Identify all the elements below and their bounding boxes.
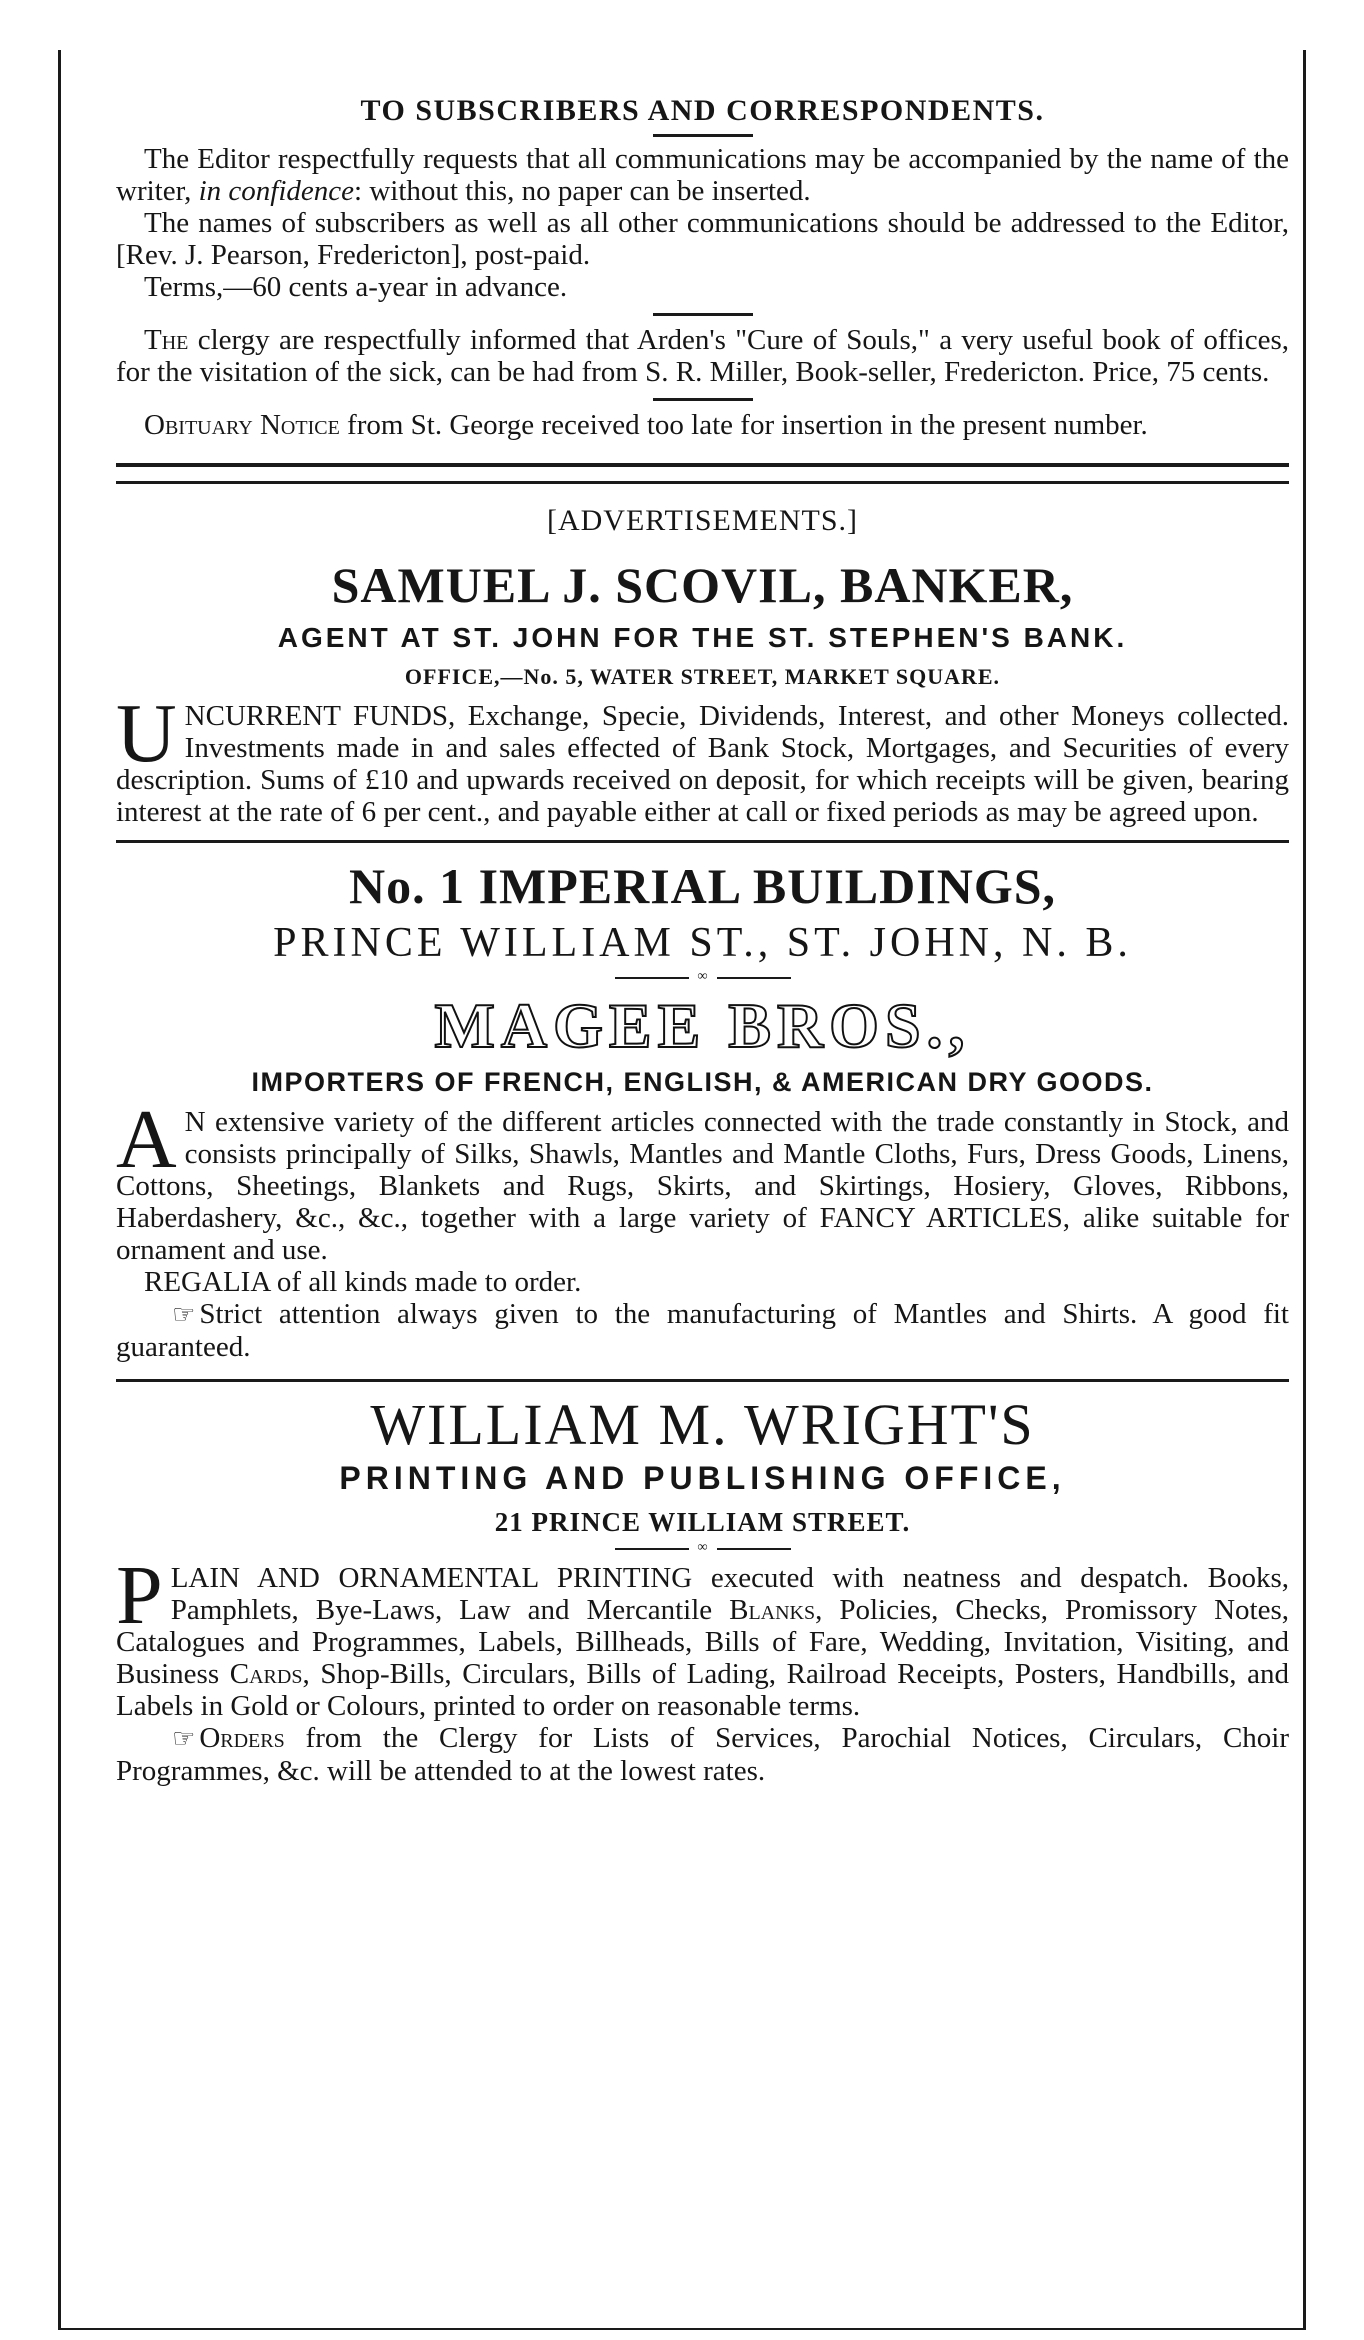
scovil-agent-line: AGENT AT ST. JOHN FOR THE ST. STEPHEN'S BANK. <box>277 622 1128 653</box>
subscriber-names-paragraph: The names of subscribers as well as all other communications should be addressed to the Editor, [Rev. J. Pearson, Fredericton], post-paid. <box>116 207 1289 271</box>
scovil-body <box>116 687 1289 828</box>
clergy-notice-paragraph <box>116 324 1289 388</box>
obituary-notice-lead: Obituary Notice <box>144 409 340 441</box>
wright-name: WILLIAM M. WRIGHT'S <box>370 1392 1035 1457</box>
scovil-body-text: NCURRENT FUNDS, Exchange, Specie, Dividends, Interest, and other Moneys collected. Investments made in and sales effected of Bank Stock, Mortgages, and Securities of every description. Sums of £10 and upwards received on deposit, for which receipts will be given, bearing interest at the rate of 6 per cent., and payable either at call or fixed periods as may be agreed upon. <box>116 700 1289 828</box>
magee-regalia: REGALIA of all kinds made to order. <box>144 1266 582 1298</box>
wright-body-c: , Shop-Bills, Circulars, Bills of Lading, Railroad Receipts, Posters, Handbills, and Labels in Gold or Colours, printed to order on reasonable terms. <box>116 1658 1289 1722</box>
newspaper-page <box>58 50 1306 2330</box>
short-rule <box>653 313 753 316</box>
terms-paragraph: Terms,—60 cents a-year in advance. <box>144 271 568 303</box>
wright-body <box>116 1549 1289 1787</box>
editor-request-text-a: The Editor respectfully requests that all communications may be accompanied by the name of the writer, <box>116 143 1289 207</box>
clergy-notice-lead: The <box>144 324 189 356</box>
editor-request-text-b: : without this, no paper can be inserted. <box>354 175 811 207</box>
scovil-name: SAMUEL J. SCOVIL, BANKER, <box>331 557 1074 613</box>
wright-address: 21 PRINCE WILLIAM STREET. <box>494 1507 911 1537</box>
wright-orders-text: from the Clergy for Lists of Services, Parochial Notices, Circulars, Choir Programmes, &c. will be attended to at the lowest rates. <box>116 1722 1289 1787</box>
in-confidence-text: in confidence <box>198 175 355 207</box>
wright-cards: Cards <box>229 1658 303 1690</box>
magee-body-text: N extensive variety of the different articles connected with the trade constantly in Stock, and consists principally of Silks, Shawls, Mantles and Mantle Cloths, Furs, Dress Goods, Linens, Cottons, Sheetings, Blankets and Rugs, Skirts, and Skirtings, Hosiery, Gloves, Ribbons, Haberdashery, &c., &c., together with a large variety of FANCY ARTICLES, alike suitable for ornament and use. <box>116 1106 1289 1266</box>
wright-body-a: LAIN AND ORNAMENTAL PRINTING executed with neatness and despatch. Books, Pamphlets, Bye-Laws, Law and Mercantile <box>170 1562 1289 1626</box>
wright-body-text <box>116 1549 1289 1722</box>
wright-office-line: PRINTING AND PUBLISHING OFFICE, <box>339 1460 1066 1496</box>
magee-dropcap: A <box>116 1093 177 1186</box>
section-divider <box>116 463 1289 484</box>
subscribers-heading: TO SUBSCRIBERS AND CORRESPONDENTS. <box>360 94 1045 127</box>
advertisements-label: [ADVERTISEMENTS.] <box>546 504 858 537</box>
ornament-icon: ∞ <box>689 971 717 983</box>
obituary-notice-paragraph <box>116 409 1289 441</box>
pointing-hand-icon: ☞ <box>172 1300 196 1330</box>
wright-blanks: Blanks <box>729 1594 816 1626</box>
ornament-rule <box>615 969 791 987</box>
ad-divider <box>116 1379 1289 1382</box>
magee-body <box>116 1093 1289 1363</box>
scovil-dropcap: U <box>116 687 177 780</box>
magee-address-2: PRINCE WILLIAM ST., ST. JOHN, N. B. <box>273 920 1132 966</box>
editor-request-paragraph <box>116 143 1289 207</box>
page-content <box>116 50 1289 1787</box>
wright-orders-lead: Orders <box>199 1722 285 1754</box>
magee-strict-text: Strict attention always given to the manufacturing of Mantles and Shirts. A good fit guaranteed. <box>116 1298 1289 1363</box>
ornament-rule <box>615 1540 791 1558</box>
wright-dropcap: P <box>116 1549 163 1642</box>
magee-strict-attention <box>116 1298 1289 1363</box>
magee-address-1: No. 1 IMPERIAL BUILDINGS, <box>348 858 1057 914</box>
magee-tagline: IMPORTERS OF FRENCH, ENGLISH, & AMERICAN DRY GOODS. <box>251 1067 1154 1097</box>
short-rule <box>653 398 753 401</box>
clergy-notice-text: clergy are respectfully informed that Arden's "Cure of Souls," a very useful book of offices, for the visitation of the sick, can be had from S. R. Miller, Book-seller, Fredericton. Price, 75 cents. <box>116 324 1289 388</box>
scovil-office-line: OFFICE,—No. 5, WATER STREET, MARKET SQUARE. <box>404 664 1001 689</box>
ornament-icon: ∞ <box>689 1542 717 1554</box>
wright-orders <box>116 1722 1289 1787</box>
obituary-notice-text: from St. George received too late for insertion in the present number. <box>339 409 1148 441</box>
short-rule <box>653 134 753 137</box>
pointing-hand-icon: ☞ <box>172 1724 196 1754</box>
wright-body-b: , Policies, Checks, Promissory Notes, Catalogues and Programmes, Labels, Billheads, Bills of Fare, Wedding, Invitation, Visiting, and Business <box>116 1594 1289 1690</box>
magee-name: MAGEE BROS., <box>434 990 971 1061</box>
ad-divider <box>116 840 1289 843</box>
